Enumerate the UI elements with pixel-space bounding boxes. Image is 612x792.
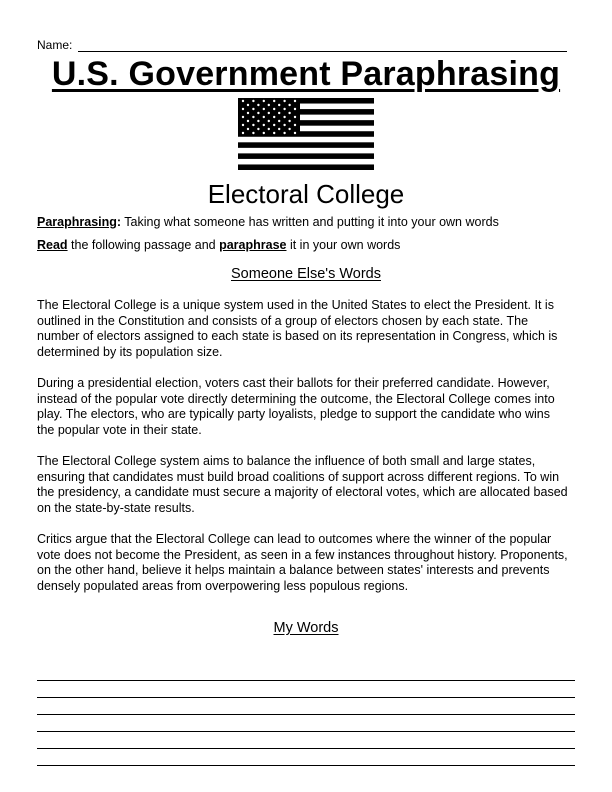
my-words-heading-text: My Words bbox=[273, 620, 339, 636]
writing-line[interactable] bbox=[37, 732, 575, 749]
flag-star bbox=[257, 112, 259, 114]
flag-star bbox=[288, 112, 290, 114]
flag-star bbox=[278, 128, 280, 130]
flag-star bbox=[294, 100, 296, 102]
passage bbox=[37, 298, 569, 610]
flag-star bbox=[273, 124, 275, 126]
flag-star bbox=[263, 100, 265, 102]
flag-star bbox=[288, 120, 290, 122]
flag-stripe bbox=[238, 164, 374, 170]
flag-star bbox=[294, 124, 296, 126]
flag-star bbox=[283, 132, 285, 134]
flag-star bbox=[263, 108, 265, 110]
writing-line[interactable] bbox=[37, 664, 575, 681]
flag-star bbox=[288, 128, 290, 130]
flag-star bbox=[294, 108, 296, 110]
someone-else-heading-text: Someone Else's Words bbox=[231, 266, 381, 282]
paraphrase-keyword: paraphrase bbox=[219, 238, 287, 252]
flag-star bbox=[242, 132, 244, 134]
passage-paragraph-2: During a presidential election, voters cast their ballots for their preferred candidate. However, instead of the popular vote directly determining the outcome, the Electoral College comes into play. The electors, who are typically party loyalists, pledge to support the candidate who wins the popular vote in their state. bbox=[37, 376, 555, 437]
page-title-text: U.S. Government Paraphrasing bbox=[51, 55, 561, 93]
flag-star bbox=[242, 116, 244, 118]
flag-star bbox=[273, 116, 275, 118]
page-title bbox=[0, 54, 612, 94]
flag-star bbox=[283, 116, 285, 118]
flag-star bbox=[268, 112, 270, 114]
writing-line[interactable] bbox=[37, 749, 575, 766]
writing-lines bbox=[37, 664, 575, 766]
definition-colon: : bbox=[116, 215, 122, 229]
flag-star bbox=[252, 124, 254, 126]
flag-star bbox=[273, 100, 275, 102]
flag-star bbox=[252, 100, 254, 102]
flag-star bbox=[247, 104, 249, 106]
flag-star bbox=[252, 116, 254, 118]
flag-star bbox=[257, 128, 259, 130]
flag-star bbox=[247, 112, 249, 114]
flag-stripe bbox=[238, 153, 374, 159]
flag-star bbox=[294, 132, 296, 134]
definition-text: Taking what someone has written and putting it into your own words bbox=[121, 215, 499, 229]
flag-star bbox=[294, 116, 296, 118]
passage-paragraph-3: The Electoral College system aims to balance the influence of both small and large states, ensuring that candidates must build broad coalitions of support across different regions. To win the presidency, a candidate must secure a majority of electoral votes, which are allocated based on the state-by-state results. bbox=[37, 454, 568, 515]
flag-stripe bbox=[238, 142, 374, 148]
flag-star bbox=[283, 108, 285, 110]
flag-star bbox=[252, 108, 254, 110]
name-label: Name: bbox=[37, 38, 73, 52]
flag-star bbox=[268, 128, 270, 130]
writing-line[interactable] bbox=[37, 681, 575, 698]
flag-star bbox=[278, 104, 280, 106]
flag-star bbox=[242, 100, 244, 102]
writing-line[interactable] bbox=[37, 715, 575, 732]
flag-star bbox=[263, 124, 265, 126]
flag-star bbox=[247, 128, 249, 130]
instructions-line bbox=[37, 237, 577, 253]
my-words-heading bbox=[0, 619, 612, 637]
flag-star bbox=[257, 104, 259, 106]
instructions-text-1: the following passage and bbox=[67, 238, 220, 252]
read-keyword: Read bbox=[37, 238, 68, 252]
passage-paragraph-4: Critics argue that the Electoral College can lead to outcomes where the winner of the popular vote does not become the President, as seen in a few instances throughout history. Proponents, on the other hand, believe it helps maintain a balance between states' interests and prevents densely populated areas from overpowering less populous regions. bbox=[37, 532, 568, 593]
flag-star bbox=[288, 104, 290, 106]
writing-line[interactable] bbox=[37, 698, 575, 715]
flag-star bbox=[263, 116, 265, 118]
name-row bbox=[37, 36, 567, 52]
flag-star bbox=[283, 124, 285, 126]
passage-paragraph-1: The Electoral College is a unique system used in the United States to elect the President. It is outlined in the Constitution and consists of a group of electors chosen by each state. The number of electors assigned to each state is based on its representation in Congress, which is determined by its population size. bbox=[37, 298, 558, 359]
flag-star bbox=[242, 108, 244, 110]
paraphrasing-definition bbox=[37, 214, 577, 230]
flag-star bbox=[283, 100, 285, 102]
flag-star bbox=[247, 120, 249, 122]
flag-star bbox=[263, 132, 265, 134]
worksheet-subtitle: Electoral College bbox=[207, 179, 405, 209]
flag-star bbox=[242, 124, 244, 126]
someone-else-heading bbox=[0, 265, 612, 283]
flag-star bbox=[268, 120, 270, 122]
flag-star bbox=[273, 132, 275, 134]
instructions-text-2: it in your own words bbox=[286, 238, 401, 252]
flag-star bbox=[278, 112, 280, 114]
flag-star bbox=[278, 120, 280, 122]
flag-star bbox=[273, 108, 275, 110]
paraphrasing-keyword: Paraphrasing bbox=[37, 215, 117, 229]
flag-star bbox=[268, 104, 270, 106]
flag-star bbox=[257, 120, 259, 122]
flag-star bbox=[252, 132, 254, 134]
american-flag-icon bbox=[238, 98, 374, 170]
name-input-line[interactable] bbox=[78, 40, 567, 52]
